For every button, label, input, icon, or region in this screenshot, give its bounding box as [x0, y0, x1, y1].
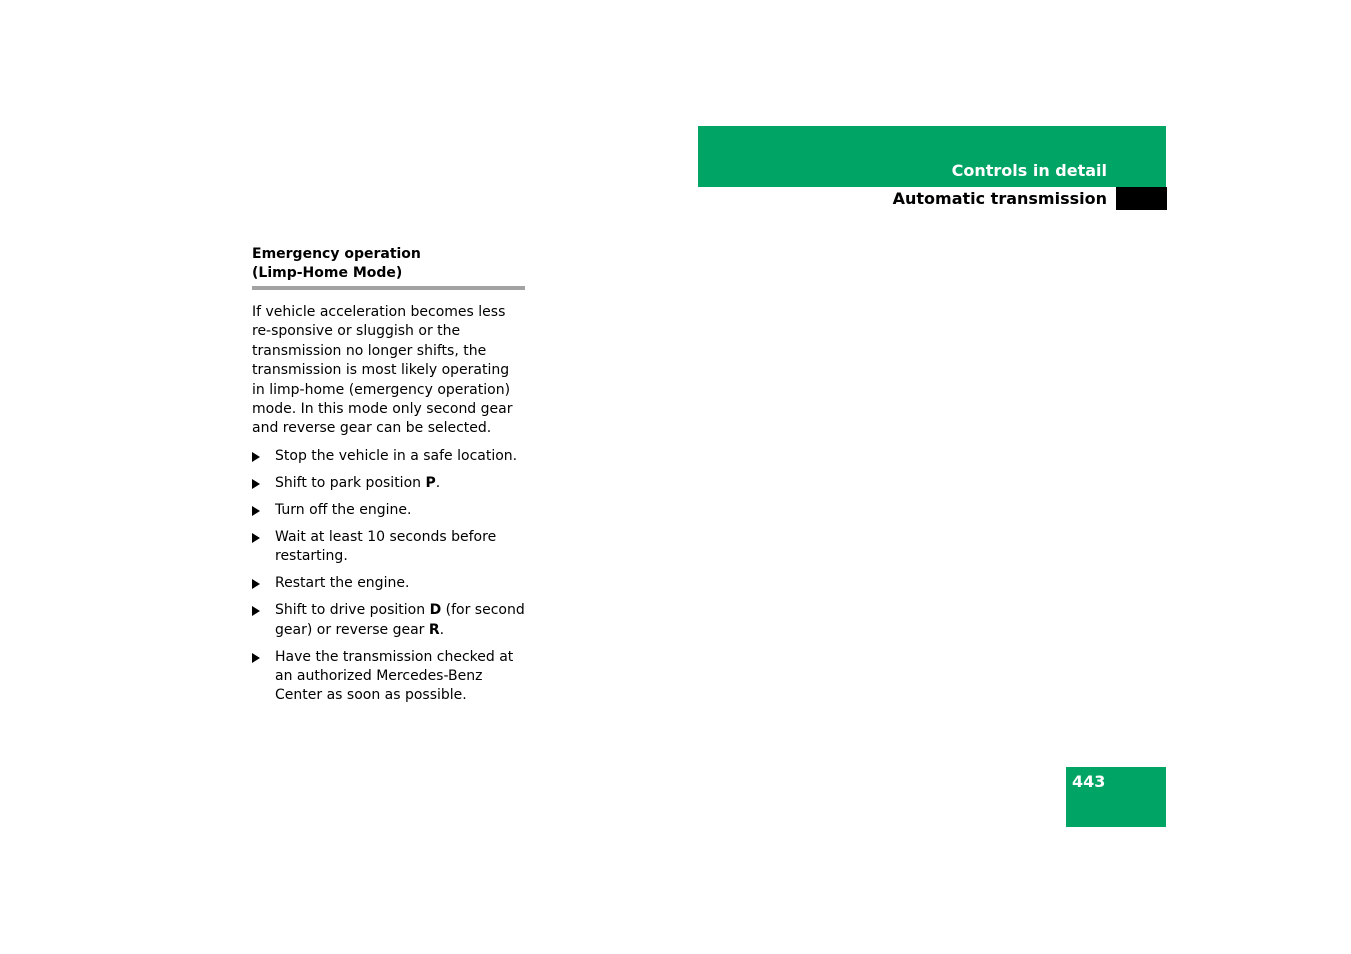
- arrow-right-icon: [252, 452, 260, 462]
- section-title: Automatic transmission: [892, 189, 1107, 208]
- step-item: [252, 648, 525, 706]
- page-number-box: [1066, 767, 1166, 827]
- arrow-right-icon: [252, 479, 260, 489]
- main-content: [252, 245, 525, 713]
- step-text: Shift to drive position: [275, 602, 430, 619]
- step-bold-2: R: [428, 621, 440, 638]
- step-text: Wait at least 10 seconds before restarting.: [275, 528, 497, 565]
- step-text-after: .: [435, 474, 441, 491]
- step-text: Turn off the engine.: [275, 501, 412, 518]
- header-band: [698, 126, 1166, 187]
- step-text-after: (for second gear) or reverse gear: [275, 602, 525, 638]
- arrow-right-icon: [252, 579, 260, 589]
- arrow-right-icon: [252, 506, 260, 516]
- arrow-right-icon: [252, 533, 260, 543]
- step-text: Shift to park position: [275, 474, 426, 491]
- chapter-title: Controls in detail: [951, 161, 1107, 180]
- section-heading: Emergency operation (Limp-Home Mode): [252, 245, 525, 290]
- intro-paragraph: If vehicle acceleration becomes less re-sponsive or sluggish or the transmission no longer shifts, the transmission is most likely operating in limp-home (emergency operation) mode. In this mode only second gear and reverse gear can be selected.: [252, 304, 513, 437]
- step-item: [252, 474, 525, 493]
- arrow-right-icon: [252, 606, 260, 616]
- step-text-after-2: .: [439, 621, 445, 638]
- section-tab-marker: [1116, 187, 1167, 210]
- steps-list: [252, 447, 525, 706]
- step-bold: P: [425, 474, 436, 491]
- step-item: [252, 574, 525, 593]
- step-text: Restart the engine.: [275, 575, 410, 592]
- page-number: 443: [1072, 772, 1106, 791]
- step-item: [252, 501, 525, 520]
- step-text: Stop the vehicle in a safe location.: [275, 447, 518, 464]
- step-bold: D: [429, 602, 442, 619]
- step-item: [252, 528, 525, 567]
- step-text: Have the transmission checked at an authorized Mercedes-Benz Center as soon as possible.: [275, 648, 514, 704]
- step-item: [252, 601, 525, 640]
- arrow-right-icon: [252, 653, 260, 663]
- step-item: [252, 447, 525, 466]
